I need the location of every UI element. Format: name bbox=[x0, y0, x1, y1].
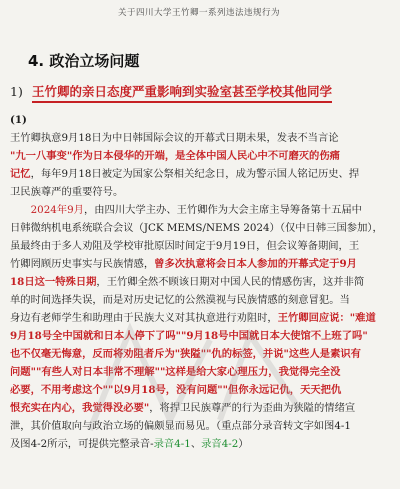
text-line bbox=[10, 309, 388, 327]
text-run: 18日这一特殊日期 bbox=[10, 276, 97, 288]
text-run: 记忆 bbox=[10, 168, 31, 180]
page-header: 关于四川大学王竹卿一系列违法违规行为 bbox=[117, 8, 280, 18]
text-line bbox=[10, 381, 388, 399]
text-line bbox=[10, 273, 388, 291]
text-line bbox=[10, 435, 388, 453]
paragraph-2 bbox=[10, 201, 388, 453]
subsection-title: 王竹卿的亲日态度严重影响到实验室甚至学校其他同学 bbox=[32, 83, 332, 103]
text-run: "九一八事变"作为日本侵华的开端，是全体中国人民心中不可磨灭的伤痛 bbox=[10, 150, 340, 162]
text-run: 恨充实在内心，我觉得没必要" bbox=[10, 402, 150, 414]
text-run: 卫民族尊严的重要符号。 bbox=[10, 186, 124, 198]
text-line bbox=[10, 327, 388, 345]
text-line bbox=[10, 363, 388, 381]
text-line bbox=[10, 129, 388, 147]
text-run: 9月18号全中国就和日本人停下了吗""9月18号中国就日本大使馆不上班了吗" bbox=[10, 330, 368, 342]
audio-link[interactable]: 录音4-1 bbox=[153, 438, 191, 450]
section-number: 4. bbox=[28, 52, 45, 70]
text-run: 虽最终由于多人劝阻及学校审批原因时间定于9月19日，但会议筹备期间，王 bbox=[10, 240, 360, 252]
text-run: 竹卿罔顾历史事实与民族情感， bbox=[10, 258, 155, 270]
text-line bbox=[10, 237, 388, 255]
text-run: 2024年9月 bbox=[30, 204, 84, 216]
text-line bbox=[10, 345, 388, 363]
text-line bbox=[10, 183, 388, 201]
paragraph-marker: (1) bbox=[10, 114, 27, 126]
text-run: 身边有老师学生和助理由于民族大义对其执意进行劝阻时， bbox=[10, 312, 278, 324]
section-title: 政治立场问题 bbox=[49, 52, 140, 70]
text-run: 王竹卿回应说："难道 bbox=[277, 312, 376, 324]
text-run: 也不仅毫无悔意，反而将劝阻者斥为"狭隘""仇的标签，并说"这些人是素识有 bbox=[10, 348, 361, 360]
paragraph-2-body bbox=[10, 201, 388, 453]
text-line bbox=[10, 147, 388, 165]
text-run: ，将捍卫民族尊严的行为歪曲为狭隘的情绪宣 bbox=[149, 402, 356, 414]
text-run: 问题""有些人对日本非常不理解""这样是给大家心理压力，我觉得完全没 bbox=[10, 366, 341, 378]
text-run: 必要，不用考虑这个""以9月18号，没有问题""但你永远记仇，天天把仇 bbox=[10, 384, 342, 396]
text-line bbox=[10, 291, 388, 309]
text-line bbox=[10, 417, 388, 435]
audio-link[interactable]: 录音4-2 bbox=[201, 438, 239, 450]
text-run: ） bbox=[238, 438, 249, 450]
text-run: ，由四川大学主办、王竹卿作为大会主席主导筹备第十五届中 bbox=[83, 204, 362, 216]
text-run: 、 bbox=[190, 438, 202, 450]
text-run: ，王竹卿全然不顾该日期对中国人民的情感伤害，这并非简 bbox=[96, 276, 365, 288]
text-run: 及图4-2所示，可提供完整录音- bbox=[10, 438, 154, 450]
text-run: 王竹卿执意9月18日为中日韩国际会议的开幕式日期未果，发表不当言论 bbox=[10, 132, 339, 144]
text-run: 日韩微纳机电系统联合会议（JCK MEMS/NEMS 2024）（仅中日韩三国参加）， bbox=[10, 222, 383, 234]
text-run: 曾多次执意将会日本人参加的开幕式定于9月 bbox=[154, 258, 357, 270]
section-heading bbox=[10, 50, 388, 71]
text-run: ，每年9月18日被定为国家公祭相关纪念日，成为警示国人铭记历史、捍 bbox=[30, 168, 360, 180]
paragraph-1 bbox=[10, 111, 388, 201]
text-line bbox=[10, 165, 388, 183]
text-run: 单的时间选择失误，而是对历史记忆的公然漠视与民族情感的刻意冒犯。当 bbox=[10, 294, 350, 306]
subsection-number: 1) bbox=[10, 84, 23, 99]
paragraph-1-body bbox=[10, 129, 388, 201]
text-line bbox=[10, 201, 388, 219]
text-line bbox=[10, 399, 388, 417]
subsection-heading bbox=[10, 83, 388, 103]
text-run: 泄，其价值取向与政治立场的偏颇显而易见。（重点部分录音转文字如图4-1 bbox=[10, 420, 351, 432]
text-line bbox=[10, 219, 388, 237]
text-line bbox=[10, 255, 388, 273]
